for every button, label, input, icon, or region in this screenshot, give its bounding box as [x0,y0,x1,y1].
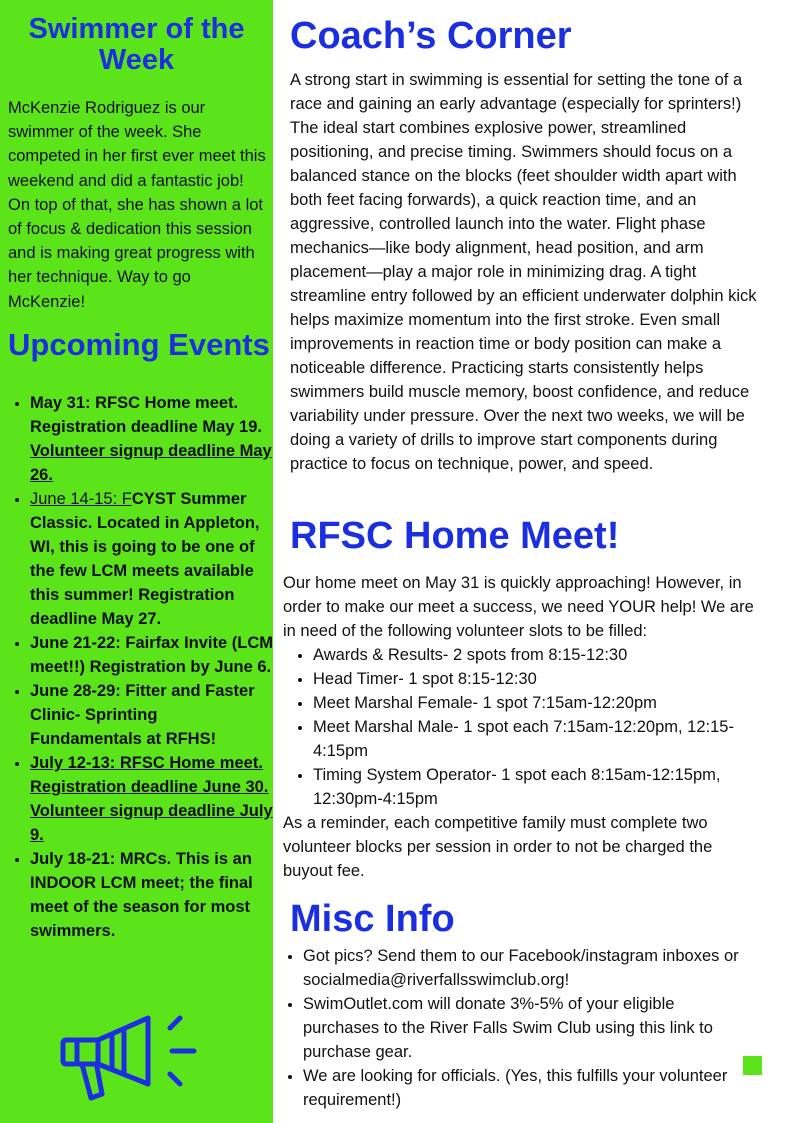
volunteer-slot: • Meet Marshal Female- 1 spot 7:15am-12:20pm [313,691,761,715]
volunteer-slot: • Meet Marshal Male- 1 spot each 7:15am-12:20pm, 12:15-4:15pm [313,715,761,763]
event-item: • May 31: RFSC Home meet. Registration deadline May 19. Volunteer signup deadline May 26. [30,391,273,487]
misc-item: • SwimOutlet.com will donate 3%-5% of your eligible purchases to the River Falls Swim Club using this link to purchase gear. [303,992,743,1064]
event-link[interactable]: June 14-15: F [30,490,132,508]
volunteer-slots-list [283,643,761,811]
sidebar [0,0,273,1123]
event-item: • June 14-15: FCYST Summer Classic. Located in Appleton, WI, this is going to be one of the few LCM meets available this summer! Registration deadline May 27. [30,487,273,631]
events-list [0,391,273,943]
coaches-corner-title: Coach’s Corner [290,15,572,57]
volunteer-slot: • Head Timer- 1 spot 8:15-12:30 [313,667,761,691]
home-meet-reminder: As a reminder, each competitive family must complete two volunteer blocks per session in order to not be charged the buyout fee. [283,814,713,880]
misc-item: • Got pics? Send them to our Facebook/instagram inboxes or socialmedia@riverfallsswimclub.org! [303,944,743,992]
event-item-link[interactable]: • July 12-13: RFSC Home meet. Registration deadline June 30. Volunteer signup deadline July 9. [30,751,273,847]
upcoming-events-title: Upcoming Events [8,327,270,362]
volunteer-slot: • Awards & Results- 2 spots from 8:15-12:30 [313,643,761,667]
swimmer-of-week-title: Swimmer of the Week [28,13,245,76]
event-item: • June 21-22: Fairfax Invite (LCM meet!!) Registration by June 6. [30,631,273,679]
megaphone-icon [58,1012,200,1106]
volunteer-slot: • Timing System Operator- 1 spot each 8:15am-12:15pm, 12:30pm-4:15pm [313,763,761,811]
home-meet-intro: Our home meet on May 31 is quickly approaching! However, in order to make our meet a success, we need YOUR help! We are in need of the following volunteer slots to be filled: [283,574,754,640]
event-item: • June 28-29: Fitter and Faster Clinic- Sprinting Fundamentals at RFHS! [30,679,273,751]
home-meet-title: RFSC Home Meet! [290,515,620,557]
misc-item: • We are looking for officials. (Yes, this fulfills your volunteer requirement!) [303,1064,743,1112]
decorative-square [743,1056,762,1075]
swimmer-of-week-text: McKenzie Rodriguez is our swimmer of the week. She competed in her first ever meet this weekend and did a fantastic job! On top of that, she has shown a lot of focus & dedication this session and is making great progress with her technique. Way to go McKenzie! [8,99,266,311]
misc-info-title: Misc Info [290,898,455,940]
volunteer-signup-link[interactable]: Volunteer signup deadline May 26. [30,442,272,484]
misc-info-list [273,944,743,1112]
coaches-corner-text: A strong start in swimming is essential for setting the tone of a race and gaining an early advantage (especially for sprinters!) The ideal start combines explosive power, streamlined positioning, and precise timing. Swimmers should focus on a balanced stance on the blocks (feet shoulder width apart with both feet facing forwards), a quick reaction time, and an aggressive, controlled launch into the water. Flight phase mechanics—like body alignment, head position, and arm placement—play a major role in minimizing drag. A tight streamline entry followed by an efficient underwater dolphin kick helps maximize momentum into the first stroke. Even small improvements in reaction time or body position can make a noticeable difference. Practicing starts consistently helps swimmers build muscle memory, boost confidence, and reduce variability under pressure. Over the next two weeks, we will be doing a variety of drills to improve start components during practice to focus on technique, power, and speed. [290,71,757,473]
event-item: • July 18-21: MRCs. This is an INDOOR LCM meet; the final meet of the season for most swimmers. [30,847,273,943]
